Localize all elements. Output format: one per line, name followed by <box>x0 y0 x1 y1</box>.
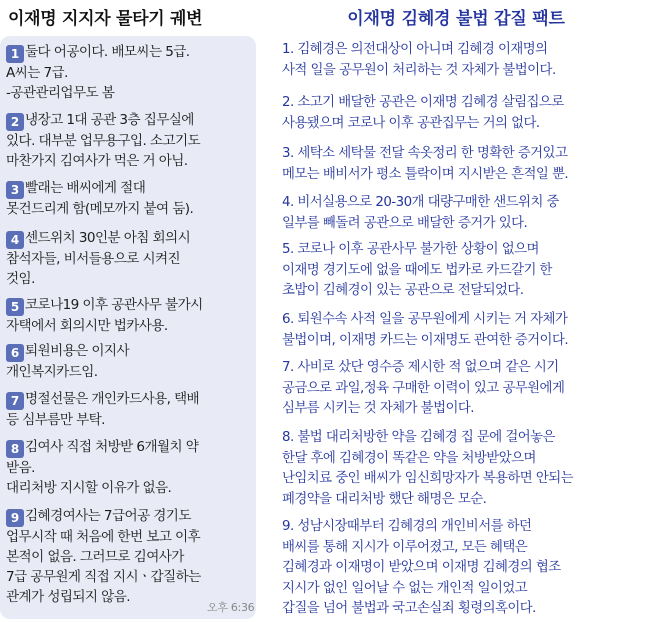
fact-item <box>282 144 658 185</box>
claim-text: 참석자들, 비서들용으로 시켜진 <box>6 251 181 267</box>
claim-item <box>6 42 254 103</box>
claim-text: 대리처방 지시할 이유가 없음. <box>6 480 172 496</box>
left-title: 이재명 지지자 물타기 궤변 <box>8 9 203 29</box>
fact-item <box>282 358 658 420</box>
number-badge: 2 <box>6 113 24 131</box>
number-badge: 8 <box>6 440 24 458</box>
claim-item <box>6 110 254 171</box>
claim-item <box>6 178 254 219</box>
left-column <box>0 0 262 622</box>
claim-text: 빨래는 배씨에게 절대 <box>25 180 146 196</box>
claim-item <box>6 295 254 336</box>
claim-item <box>6 341 254 382</box>
fact-text: 난임치료 중인 배씨가 임신희망자가 복용하면 안되는 <box>282 471 574 486</box>
fact-text: 폐경약을 대리처방 했단 해명은 모순. <box>282 491 487 507</box>
claim-item <box>6 506 254 607</box>
fact-text: 불법이며, 이재명 카드는 이재명도 관여한 증거이다. <box>282 332 569 348</box>
fact-text: 4. 비서실용으로 20-30개 대량구매한 샌드위치 중 <box>282 195 559 210</box>
number-badge: 7 <box>6 392 24 410</box>
fact-item <box>282 310 658 351</box>
claim-text: A씨는 7급. <box>6 65 68 81</box>
fact-item <box>282 428 658 510</box>
fact-text: 1. 김혜경은 의전대상이 아니며 김혜경 이재명의 <box>282 42 548 57</box>
claim-text: 받음. <box>6 460 35 476</box>
fact-text: 일부를 빼돌려 공관으로 배달한 증거가 있다. <box>282 215 528 231</box>
fact-text: 사적 일을 공무원이 처리하는 것 자체가 불법이다. <box>282 62 556 78</box>
claim-text: 개인복지카드임. <box>6 364 98 380</box>
fact-text: 2. 소고기 배달한 공관은 이재명 김혜경 살림집으로 <box>282 95 564 110</box>
fact-text: 한달 후에 김혜경이 똑같은 약을 처방받았으며 <box>282 450 536 466</box>
claim-text: 냉장고 1대 공관 3층 집무실에 <box>25 112 194 128</box>
claim-text: 업무시작 때 처음에 한번 보고 이후 <box>6 529 201 545</box>
number-badge: 6 <box>6 344 24 362</box>
fact-text: 8. 불법 대리처방한 약을 김혜경 집 문에 걸어놓은 <box>282 430 555 445</box>
fact-text: 9. 성남시장때부터 김혜경의 개인비서를 하던 <box>282 519 532 534</box>
number-badge: 4 <box>6 231 24 249</box>
fact-text: 사용됐으며 코로나 이후 공관집무는 거의 없다. <box>282 115 540 131</box>
number-badge: 9 <box>6 509 24 527</box>
fact-text: 7. 사비로 샀단 영수증 제시한 적 없으며 같은 시기 <box>282 360 559 375</box>
claim-text: 코로나19 이후 공관사무 불가시 <box>25 297 203 313</box>
fact-text: 배씨를 통해 지시가 이루어졌고, 모든 혜택은 <box>282 539 528 555</box>
claim-text: 관계가 성립되지 않음. <box>6 589 130 605</box>
claim-text: 등 심부름만 부탁. <box>6 412 105 428</box>
fact-item <box>282 40 658 81</box>
fact-text: 공금으로 과일,정육 구매한 이력이 있고 공무원에게 <box>282 380 565 396</box>
fact-item <box>282 240 658 302</box>
message-timestamp: 오후 6:36 <box>207 601 255 614</box>
claim-item <box>6 228 254 289</box>
fact-text: 초밥이 김혜경이 있는 공관으로 전달되었다. <box>282 283 524 298</box>
claim-text: 못건드리게 함(메모까지 붙여 둠). <box>6 201 194 217</box>
number-badge: 5 <box>6 298 24 316</box>
number-badge: 3 <box>6 181 24 199</box>
claim-text: 마찬가지 김여사가 먹은 거 아님. <box>6 153 188 169</box>
fact-item <box>282 193 658 234</box>
fact-text: 심부름 시키는 것 자체가 불법이다. <box>282 401 474 416</box>
fact-text: 5. 코로나 이후 공관사무 불가한 상황이 없으며 <box>282 242 539 257</box>
claim-item <box>6 437 254 498</box>
fact-text: 3. 세탁소 세탁물 전달 속옷정리 한 명확한 증거있고 <box>282 146 568 161</box>
fact-item <box>282 517 658 620</box>
fact-text: 갑질을 넘어 불법과 국고손실죄 횡령의혹이다. <box>282 601 536 616</box>
claim-text: 명절선물은 개인카드사용, 택배 <box>25 391 200 407</box>
fact-text: 메모는 배비서가 평소 틀락이며 지시받은 흔적일 뿐. <box>282 166 569 182</box>
fact-item <box>282 93 658 134</box>
fact-text: 이재명 경기도에 없을 때에도 법카로 카드갈기 한 <box>282 262 552 278</box>
claim-text: 김혜경여사는 7급어공 경기도 <box>25 508 191 524</box>
claim-text: 본적이 없음. 그러므로 김여사가 <box>6 549 184 565</box>
claim-text: 퇴원비용은 이지사 <box>25 343 129 359</box>
claim-item <box>6 389 254 430</box>
claim-text: 둘다 어공이다. 배모씨는 5급. <box>25 44 190 60</box>
fact-text: 6. 퇴원수속 사적 일을 공무원에게 시키는 거 자체가 <box>282 312 568 327</box>
claim-text: -공관관리업무도 봄 <box>6 85 115 101</box>
right-column <box>268 0 660 622</box>
claim-text: 있다. 대부분 업무용구입. 소고기도 <box>6 133 201 149</box>
fact-text: 김혜경과 이재명이 받았으며 이재명 김혜경의 협조 <box>282 560 561 575</box>
claim-text: 센드위치 30인분 아침 회의시 <box>25 230 191 246</box>
number-badge: 1 <box>6 45 24 63</box>
claim-text: 김여사 직접 처방받 6개월치 약 <box>25 439 199 455</box>
claim-text: 것임. <box>6 271 35 287</box>
right-title: 이재명 김혜경 불법 갑질 팩트 <box>347 9 565 29</box>
claim-text: 자택에서 회의시만 법카사용. <box>6 318 168 334</box>
fact-text: 지시가 없인 일어날 수 없는 개인적 일이었고 <box>282 580 528 596</box>
claim-text: 7급 공무원게 직접 지시ㆍ갑질하는 <box>6 569 201 585</box>
